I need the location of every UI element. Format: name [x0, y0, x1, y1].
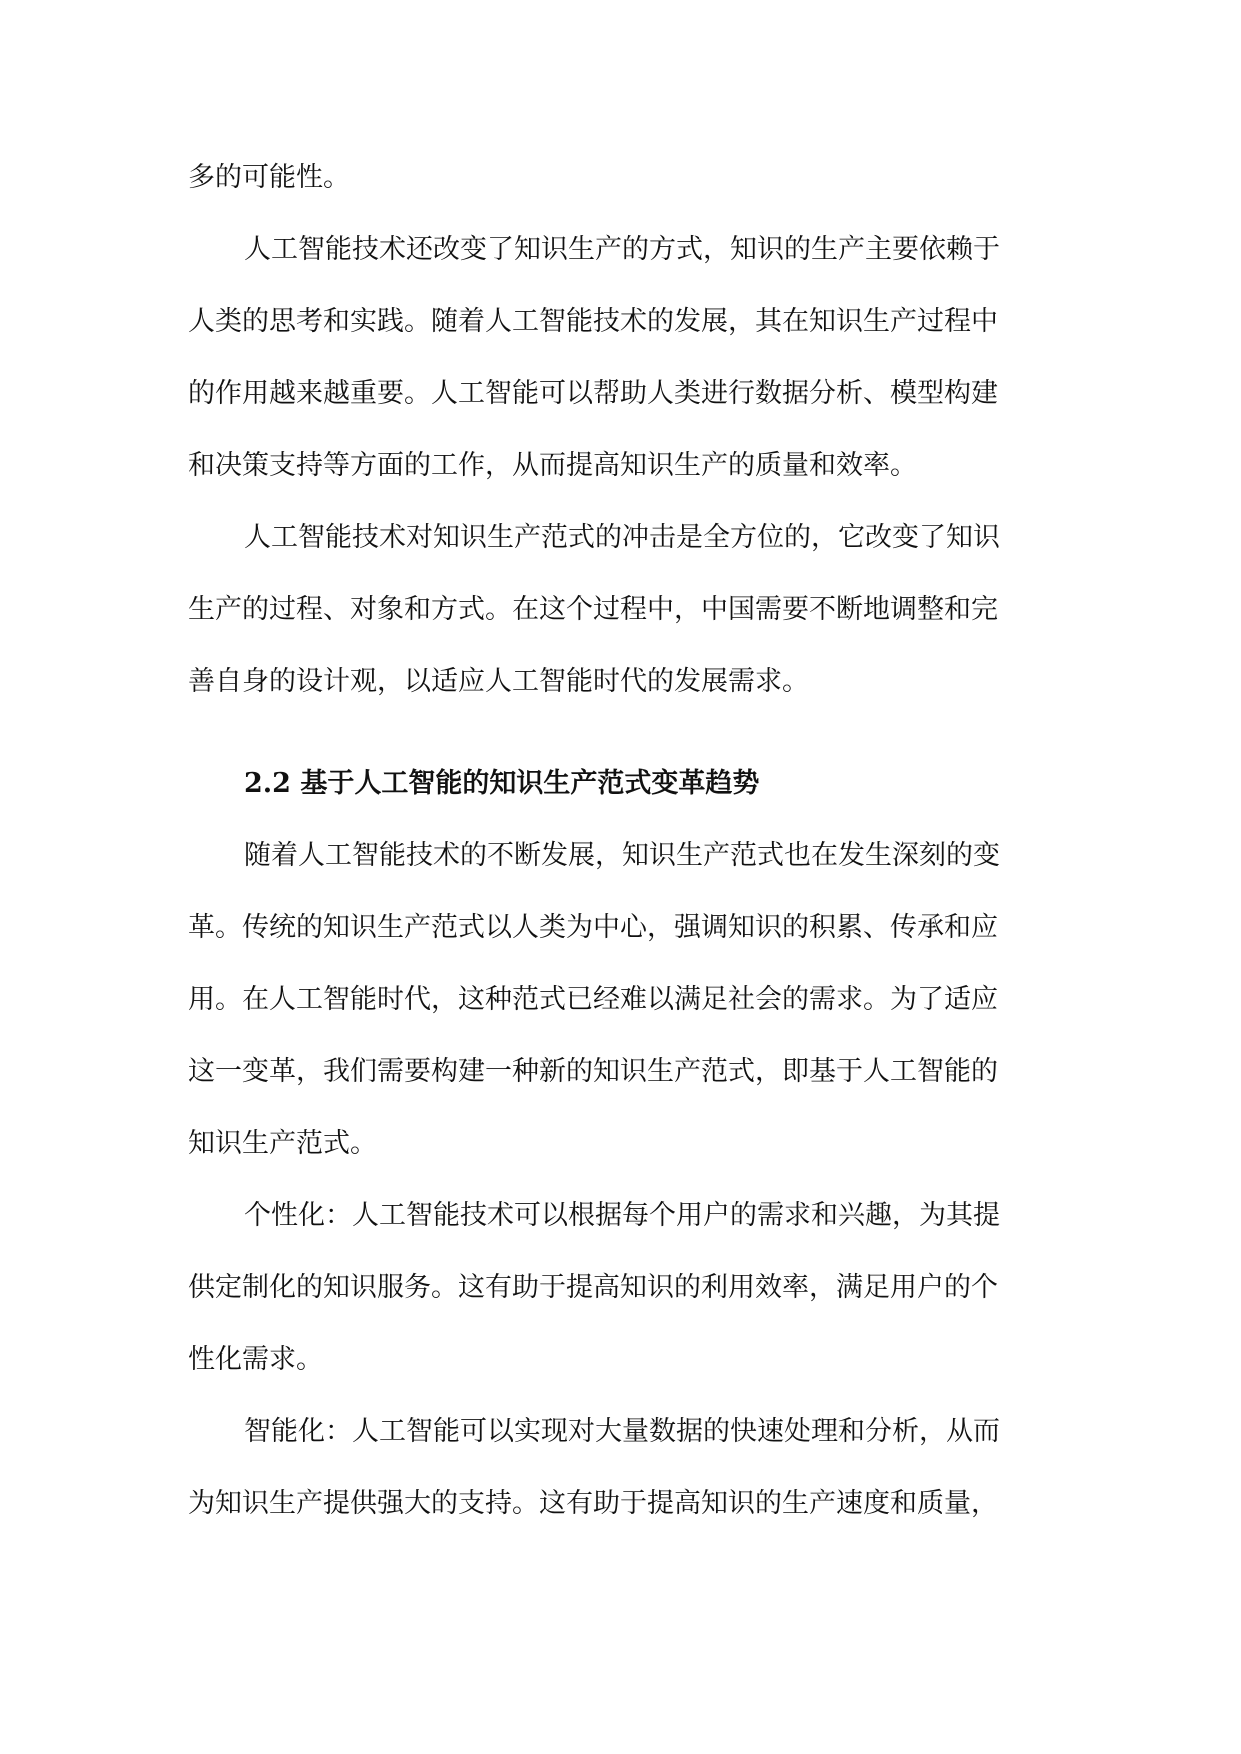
paragraph-paradigm-transformation: [188, 820, 1058, 1180]
text-line: 智能化：人工智能可以实现对大量数据的快速处理和分析，从而: [244, 1416, 1000, 1447]
paragraph-personalization: [188, 1180, 1058, 1396]
text-line: 为知识生产提供强大的支持。这有助于提高知识的生产速度和质量，: [188, 1488, 998, 1519]
text-line: 多的可能性。: [188, 162, 350, 193]
text-line: 知识生产范式。: [188, 1128, 377, 1159]
text-line: 性化需求。: [188, 1344, 323, 1375]
paragraph-knowledge-production-method: [188, 214, 1058, 502]
text-line: 的作用越来越重要。人工智能可以帮助人类进行数据分析、模型构建: [188, 378, 998, 409]
paragraph-intelligence: [188, 1396, 1058, 1540]
text-line: 革。传统的知识生产范式以人类为中心，强调知识的积累、传承和应: [188, 912, 998, 943]
text-line: 生产的过程、对象和方式。在这个过程中，中国需要不断地调整和完: [188, 594, 998, 625]
text-line: 和决策支持等方面的工作，从而提高知识生产的质量和效率。: [188, 450, 917, 481]
text-line: 人类的思考和实践。随着人工智能技术的发展，其在知识生产过程中: [188, 306, 998, 337]
text-line: 用。在人工智能时代，这种范式已经难以满足社会的需求。为了适应: [188, 984, 998, 1015]
text-line: 人工智能技术对知识生产范式的冲击是全方位的，它改变了知识: [244, 522, 1000, 553]
section-heading: 2.2 基于人工智能的知识生产范式变革趋势: [244, 768, 760, 799]
paragraph-paradigm-impact: [188, 502, 1058, 718]
text-line: 这一变革，我们需要构建一种新的知识生产范式，即基于人工智能的: [188, 1056, 998, 1087]
paragraph-continuation: [188, 142, 1058, 214]
text-line: 供定制化的知识服务。这有助于提高知识的利用效率，满足用户的个: [188, 1272, 998, 1303]
document-body: [188, 142, 1058, 1540]
text-line: 人工智能技术还改变了知识生产的方式，知识的生产主要依赖于: [244, 234, 1000, 265]
text-line: 随着人工智能技术的不断发展，知识生产范式也在发生深刻的变: [244, 840, 1000, 871]
text-line: 个性化：人工智能技术可以根据每个用户的需求和兴趣，为其提: [244, 1200, 1000, 1231]
text-line: 善自身的设计观，以适应人工智能时代的发展需求。: [188, 666, 809, 697]
